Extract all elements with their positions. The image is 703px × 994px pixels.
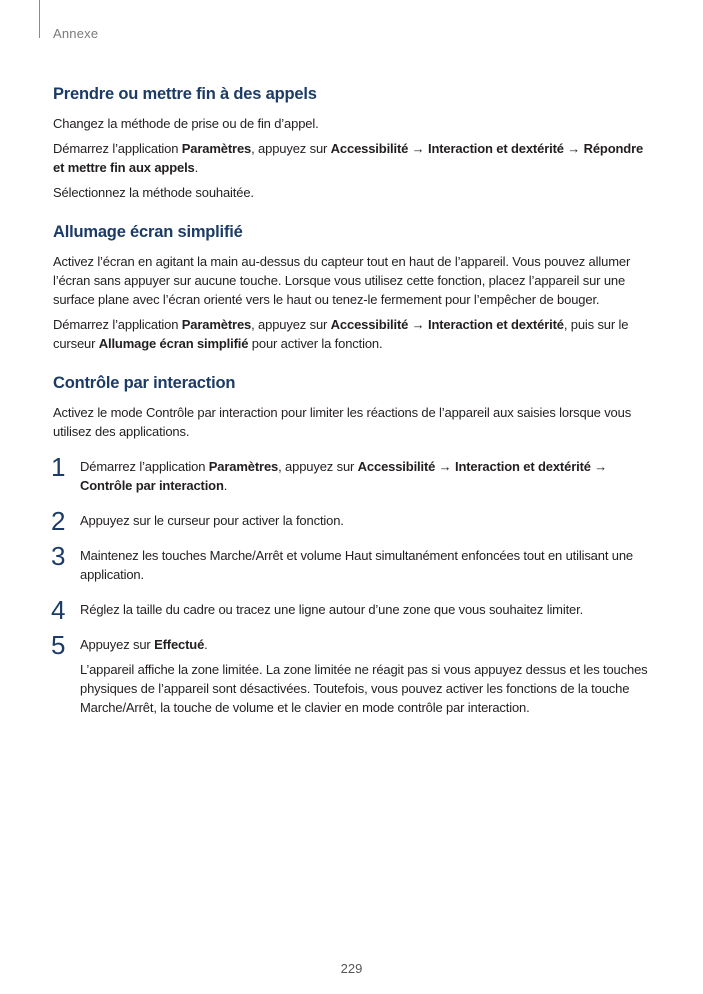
bold-term: Contrôle par interaction (80, 478, 224, 493)
bold-term: Paramètres (181, 141, 252, 156)
text: Démarrez l’application (53, 141, 182, 156)
text: . (204, 637, 208, 652)
arrow-text: → (408, 141, 428, 156)
step-text (80, 457, 653, 495)
section-title: Contrôle par interaction (53, 374, 236, 392)
text: , appuyez sur (278, 459, 358, 474)
bold-term: Répondre et mettre fin aux appels (53, 141, 644, 175)
bold-term: Effectué (154, 637, 205, 652)
text: , appuyez sur (251, 317, 331, 332)
bold-term: Paramètres (181, 317, 252, 332)
step-number: 2 (51, 506, 66, 536)
section-calls (53, 83, 653, 202)
step-3 (51, 541, 653, 584)
bold-term: Accessibilité (330, 317, 409, 332)
step-number: 4 (51, 595, 66, 625)
step-text: Appuyez sur le curseur pour activer la fonction. (80, 513, 344, 528)
step-number: 1 (51, 452, 66, 482)
arrow-text: → (563, 141, 584, 156)
page-content (53, 83, 653, 736)
paragraph: Activez le mode Contrôle par interaction pour limiter les réactions de l’appareil aux saisies lorsque vous utilisez des applications. (53, 405, 632, 439)
text: Appuyez sur (80, 637, 155, 652)
step-number: 5 (51, 630, 66, 660)
text: Démarrez l’application (80, 459, 209, 474)
header-rule (39, 0, 40, 38)
paragraph: Changez la méthode de prise ou de fin d’appel. (53, 116, 319, 131)
bold-term: Accessibilité (357, 459, 436, 474)
bold-term: Allumage écran simplifié (98, 336, 249, 351)
text: . (194, 160, 199, 175)
bold-term: Interaction et dextérité (428, 317, 564, 332)
paragraph-instructions (53, 139, 653, 177)
step-note: L’appareil affiche la zone limitée. La zone limitée ne réagit pas si vous appuyez dessus et les touches physiques de l’appareil sont désactivées. Toutefois, vous pouvez activer les fonctions de la touche Marche/Arrêt, la touche de volume et le clavier en mode contrôle par interaction. (80, 662, 648, 715)
page-number: 229 (340, 961, 363, 976)
section-title: Allumage écran simplifié (53, 223, 243, 241)
text: pour activer la fonction. (248, 336, 383, 351)
step-number: 3 (51, 541, 66, 571)
bold-term: Paramètres (208, 459, 279, 474)
step-5 (51, 630, 653, 717)
header-label: Annexe (53, 26, 99, 41)
section-title: Prendre ou mettre fin à des appels (53, 85, 317, 103)
section-screen-wake (53, 221, 653, 353)
step-text: Maintenez les touches Marche/Arrêt et volume Haut simultanément enfoncées tout en utilisant une application. (80, 548, 634, 582)
step-4 (51, 595, 653, 625)
step-text (80, 635, 653, 654)
step-1 (51, 452, 653, 495)
arrow-text: → (408, 317, 428, 332)
step-2 (51, 506, 653, 536)
arrow-text: → (435, 459, 455, 474)
step-text: Réglez la taille du cadre ou tracez une ligne autour d’une zone que vous souhaitez limiter. (80, 602, 584, 617)
arrow-text: → (590, 459, 608, 474)
paragraph: Sélectionnez la méthode souhaitée. (53, 185, 254, 200)
text: , appuyez sur (251, 141, 331, 156)
bold-term: Accessibilité (330, 141, 409, 156)
bold-term: Interaction et dextérité (455, 459, 591, 474)
text: . (223, 478, 228, 493)
bold-term: Interaction et dextérité (428, 141, 564, 156)
text: Démarrez l’application (53, 317, 182, 332)
paragraph: Activez l’écran en agitant la main au-dessus du capteur tout en haut de l’appareil. Vous pouvez allumer l’écran sans appuyer sur aucune touche. Lorsque vous utilisez cette fonction, placez l’appareil sur une surface plane avec l’écran orienté vers le haut ou tenez-le fermement pour l’empêcher de bouger. (53, 254, 631, 307)
text: , puis sur le curseur (53, 317, 629, 351)
section-interaction-control (53, 372, 653, 717)
paragraph-instructions (53, 315, 653, 353)
